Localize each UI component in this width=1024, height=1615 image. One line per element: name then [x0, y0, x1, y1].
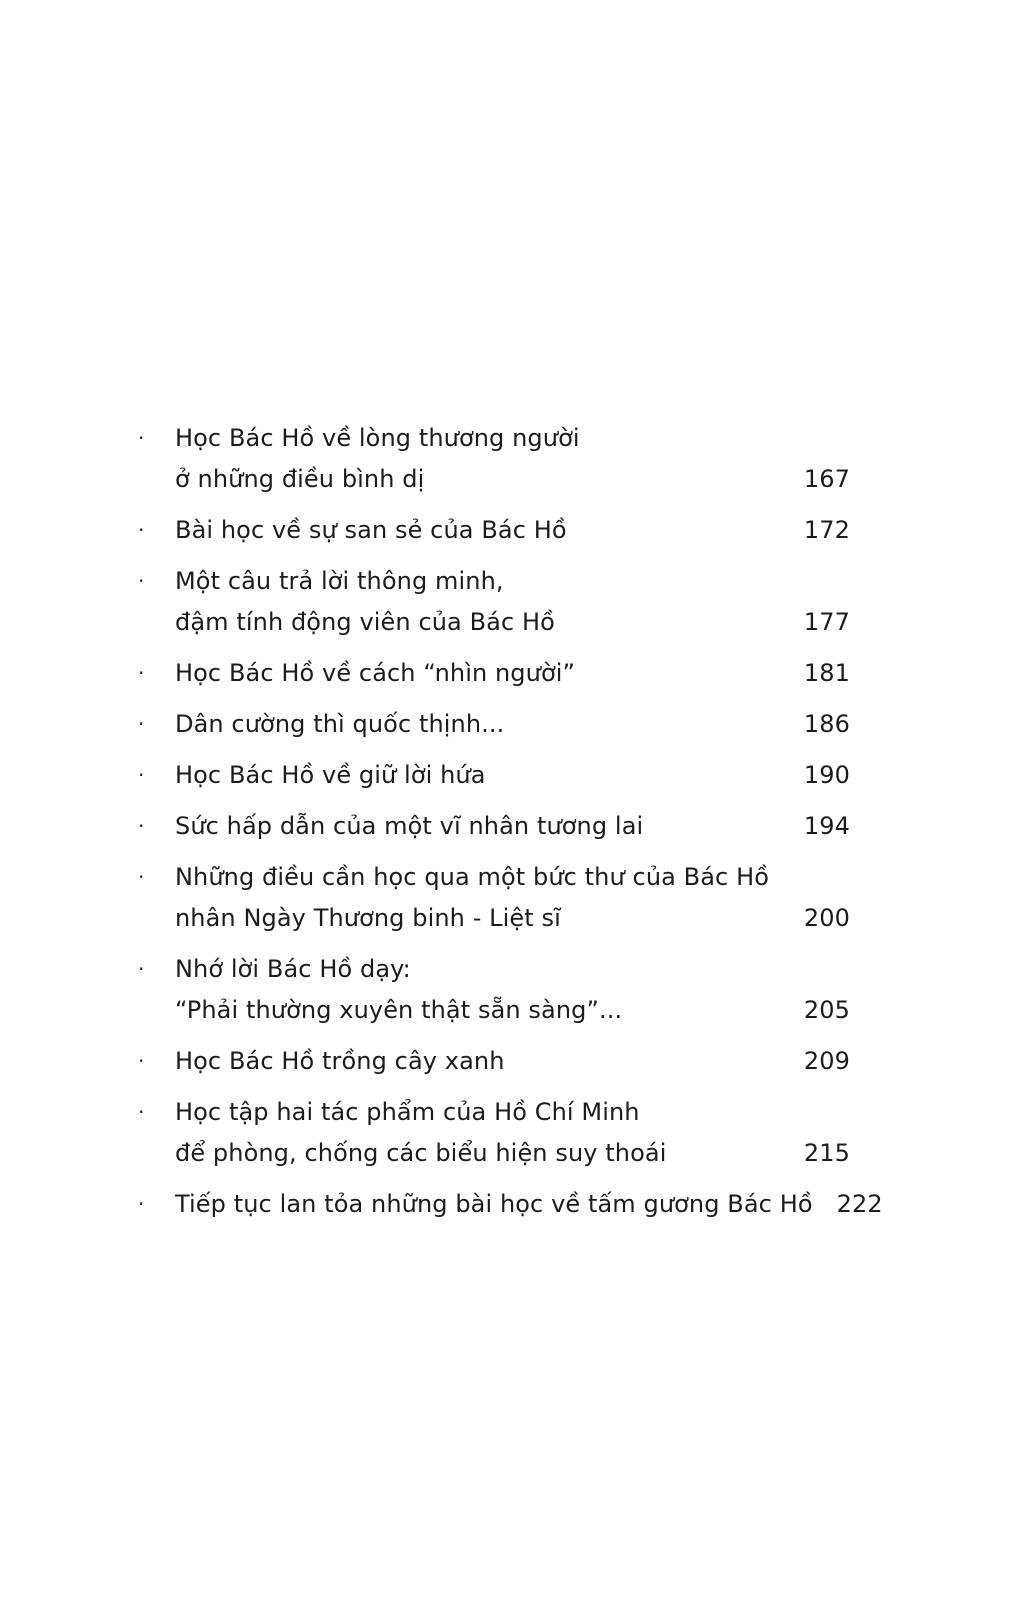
toc-entry-title-line: Bài học về sự san sẻ của Bác Hồ — [175, 516, 567, 544]
toc-entry — [138, 418, 850, 500]
toc-entry — [138, 755, 850, 796]
toc-entry-title-line: đậm tính động viên của Bác Hồ — [175, 608, 555, 636]
bullet-icon: · — [138, 518, 145, 542]
bullet-icon: · — [138, 763, 145, 787]
toc-entry-body — [175, 857, 850, 939]
toc-entry-body — [175, 704, 850, 745]
toc-entry-page-number: 181 — [803, 659, 850, 687]
toc-entry-body — [175, 1184, 883, 1225]
bullet-icon: · — [138, 712, 145, 736]
toc-entry-page-number: 205 — [803, 996, 850, 1024]
toc-entry-title-line: “Phải thường xuyên thật sẵn sàng”... — [175, 996, 623, 1024]
toc-entry-body — [175, 1041, 850, 1082]
toc-entry-body — [175, 418, 850, 500]
bullet-icon: · — [138, 569, 145, 593]
toc-entry-page-number: 167 — [803, 465, 850, 493]
toc-entry — [138, 704, 850, 745]
bullet-icon: · — [138, 426, 145, 450]
toc-entry — [138, 510, 850, 551]
table-of-contents — [138, 418, 883, 1235]
toc-entry-title-line: Một câu trả lời thông minh, — [175, 567, 504, 595]
toc-entry-body — [175, 949, 850, 1031]
toc-entry-page-number: 177 — [803, 608, 850, 636]
toc-entry — [138, 1184, 883, 1225]
toc-entry-title-line: Tiếp tục lan tỏa những bài học về tấm gương Bác Hồ — [175, 1190, 813, 1218]
toc-entry-page-number: 190 — [803, 761, 850, 789]
toc-entry-title-line: Học Bác Hồ về lòng thương người — [175, 424, 580, 452]
toc-entry-page-number: 172 — [803, 516, 850, 544]
toc-entry-title-line: Học Bác Hồ về giữ lời hứa — [175, 761, 486, 789]
toc-entry — [138, 857, 850, 939]
toc-entry-body — [175, 1092, 850, 1174]
toc-entry-page-number: 200 — [803, 904, 850, 932]
bullet-icon: · — [138, 865, 145, 889]
toc-entry-page-number: 186 — [803, 710, 850, 738]
toc-entry-title-line: Nhớ lời Bác Hồ dạy: — [175, 955, 411, 983]
toc-entry-page-number: 209 — [803, 1047, 850, 1075]
bullet-icon: · — [138, 1100, 145, 1124]
bullet-icon: · — [138, 1192, 145, 1216]
bullet-icon: · — [138, 1049, 145, 1073]
toc-entry-page-number: 222 — [836, 1190, 883, 1218]
toc-entry-title-line: nhân Ngày Thương binh - Liệt sĩ — [175, 904, 561, 932]
toc-entry-title-line: để phòng, chống các biểu hiện suy thoái — [175, 1139, 667, 1167]
toc-entry-title-line: Sức hấp dẫn của một vĩ nhân tương lai — [175, 812, 644, 840]
toc-entry-body — [175, 510, 850, 551]
bullet-icon: · — [138, 661, 145, 685]
toc-entry — [138, 1041, 850, 1082]
toc-entry-body — [175, 806, 850, 847]
toc-entry-body — [175, 561, 850, 643]
toc-entry — [138, 806, 850, 847]
toc-entry-title-line: Học tập hai tác phẩm của Hồ Chí Minh — [175, 1098, 640, 1126]
toc-entry-title-line: Học Bác Hồ về cách “nhìn người” — [175, 659, 576, 687]
toc-entry-title-line: ở những điều bình dị — [175, 465, 425, 493]
toc-entry — [138, 949, 850, 1031]
toc-entry — [138, 653, 850, 694]
bullet-icon: · — [138, 957, 145, 981]
toc-entry-title-line: Dân cường thì quốc thịnh... — [175, 710, 505, 738]
toc-entry-page-number: 215 — [803, 1139, 850, 1167]
toc-entry-body — [175, 755, 850, 796]
toc-entry — [138, 1092, 850, 1174]
toc-entry — [138, 561, 850, 643]
toc-entry-title-line: Học Bác Hồ trồng cây xanh — [175, 1047, 505, 1075]
toc-entry-page-number: 194 — [803, 812, 850, 840]
toc-entry-title-line: Những điều cần học qua một bức thư của Bác Hồ — [175, 863, 769, 891]
toc-entry-body — [175, 653, 850, 694]
bullet-icon: · — [138, 814, 145, 838]
